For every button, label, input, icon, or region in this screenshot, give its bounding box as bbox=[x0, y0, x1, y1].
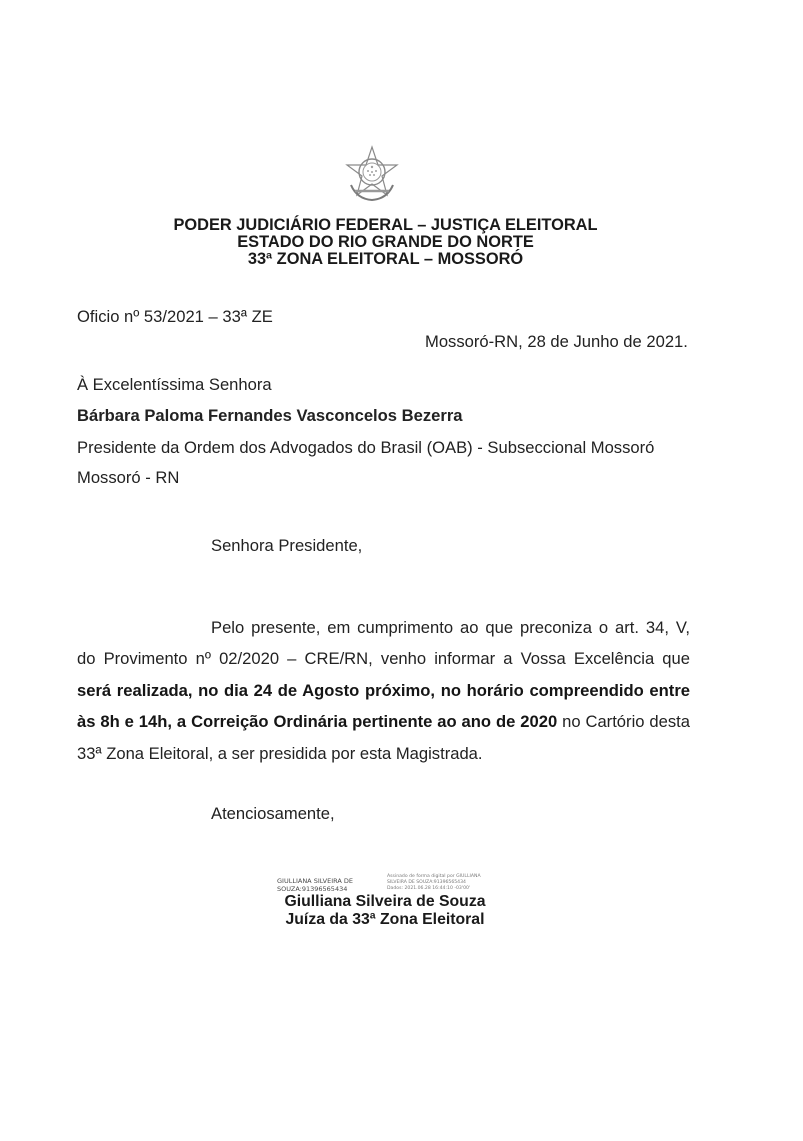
addressee-salutation: À Excelentíssima Senhora bbox=[77, 375, 272, 394]
signature-detail-line: SILVEIRA DE SOUZA:91396565434 bbox=[387, 880, 466, 885]
addressee-city: Mossoró - RN bbox=[77, 468, 180, 487]
signature-detail-line: Dados: 2021.06.28 16:44:10 -03'00' bbox=[387, 886, 471, 891]
signature-holder-line: SOUZA:91396565434 bbox=[277, 885, 348, 893]
header-court-name: PODER JUDICIÁRIO FEDERAL – JUSTIÇA ELEITORAL bbox=[173, 216, 598, 234]
digital-signature-holder bbox=[277, 877, 353, 893]
signature-detail-line: Assinado de forma digital por GIULLIANA bbox=[387, 874, 481, 879]
body-text-conclusion: no Cartório desta 33ª Zona Eleitoral, a ser presidida por esta Magistrada. bbox=[77, 712, 690, 763]
body-text-intro: Pelo presente, em cumprimento ao que preconiza o art. 34, V, do Provimento nº 02/2020 – CRE/RN, venho informar a Vossa Excelência que bbox=[77, 618, 690, 669]
addressee-title: Presidente da Ordem dos Advogados do Brasil (OAB) - Subseccional Mossoró bbox=[77, 438, 655, 457]
header-zone-name: 33ª ZONA ELEITORAL – MOSSORÓ bbox=[247, 250, 524, 268]
letter-body-paragraph bbox=[77, 612, 690, 769]
header-state-name: ESTADO DO RIO GRANDE DO NORTE bbox=[237, 233, 534, 251]
letter-place-date: Mossoró-RN, 28 de Junho de 2021. bbox=[425, 332, 688, 351]
addressee-name: Bárbara Paloma Fernandes Vasconcelos Bezerra bbox=[77, 406, 463, 425]
signature-holder-line: GIULLIANA SILVEIRA DE bbox=[277, 877, 353, 885]
digital-signature-details bbox=[387, 874, 487, 892]
letter-greeting: Senhora Presidente, bbox=[211, 536, 363, 555]
letter-reference-number: Oficio nº 53/2021 – 33ª ZE bbox=[77, 307, 273, 326]
letter-closing: Atenciosamente, bbox=[211, 804, 335, 823]
signer-role: Juíza da 33ª Zona Eleitoral bbox=[285, 911, 485, 928]
signer-name: Giulliana Silveira de Souza bbox=[284, 893, 486, 910]
brazil-coat-of-arms-icon bbox=[343, 145, 401, 203]
body-text-emphasis: será realizada, no dia 24 de Agosto próximo, no horário compreendido entre às 8h e 14h, a Correição Ordinária pertinente ao ano de 2020 bbox=[77, 680, 690, 732]
